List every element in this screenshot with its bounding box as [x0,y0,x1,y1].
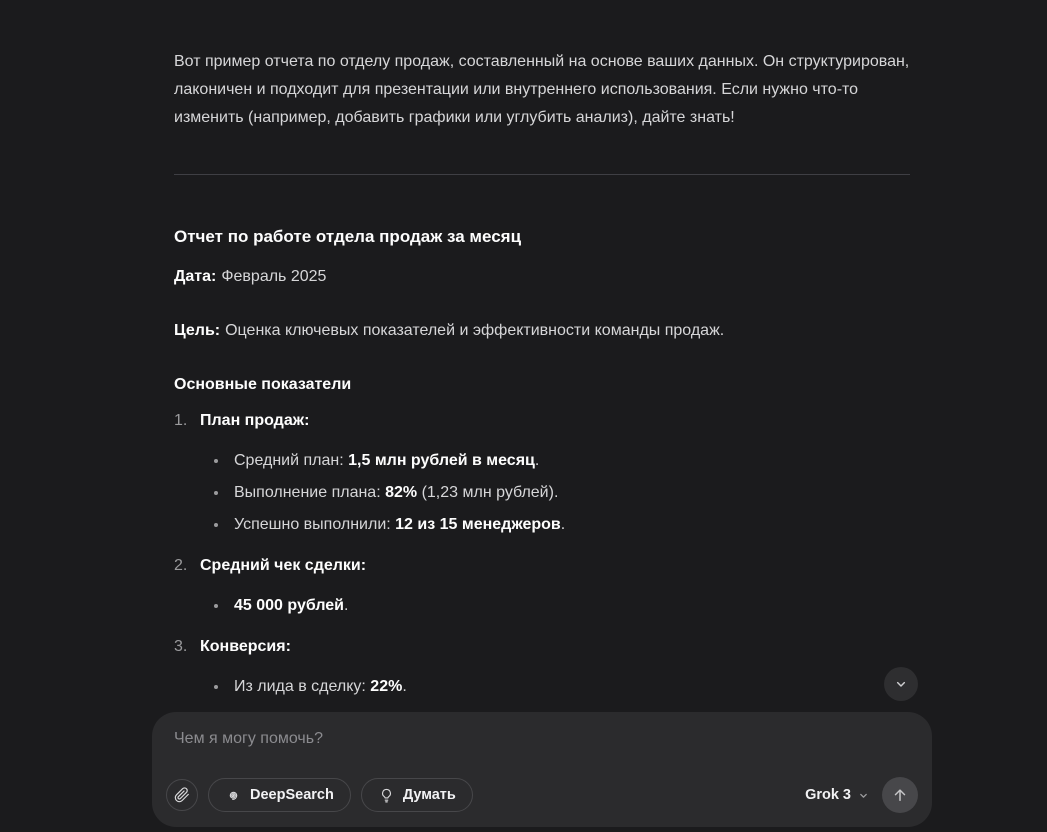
bullet-item: Средний план: 1,5 млн рублей в месяц. [200,447,910,475]
bullet-dot-icon [214,604,218,608]
model-selector[interactable] [805,787,870,803]
list-item-label: Конверсия: [200,638,291,655]
spiral-icon [225,787,242,804]
send-button[interactable] [882,777,918,813]
list-item [174,552,910,633]
list-number: 3. [174,638,188,655]
bullet-dot-icon [214,459,218,463]
key-metrics-list [174,407,910,714]
model-label: Grok 3 [805,787,851,803]
lightbulb-icon [378,787,395,804]
chevron-down-icon [893,676,909,692]
list-number: 2. [174,557,188,574]
date-value: Февраль 2025 [221,268,327,285]
report-title: Отчет по работе отдела продаж за месяц [174,227,522,246]
goal-value: Оценка ключевых показателей и эффективности команды продаж. [225,322,725,339]
deepsearch-label: DeepSearch [250,787,334,803]
bullet-dot-icon [214,685,218,689]
date-label: Дата: [174,268,217,285]
attach-file-button[interactable] [166,779,198,811]
report-date-line [174,263,910,291]
list-item-label: План продаж: [200,412,310,429]
chevron-down-icon [857,789,870,802]
list-item-label: Средний чек сделки: [200,557,367,574]
bullet-item: Выполнение плана: 82% (1,23 млн рублей). [200,479,910,507]
list-item [174,407,910,552]
bullet-item: Из лида в сделку: 22%. [200,673,910,701]
section-divider [174,174,910,175]
list-item [174,633,910,714]
intro-paragraph: Вот пример отчета по отделу продаж, составленный на основе ваших данных. Он структурирован, лаконичен и подходит для презентации или внутреннего использования. Если нужно что-то изменить (например, добавить графики или углубить анализ), дайте знать! [174,53,910,126]
sub-bullet-list [200,592,910,620]
assistant-message [174,48,910,714]
list-number: 1. [174,412,188,429]
sub-bullet-list [200,673,910,701]
sub-bullet-list [200,447,910,539]
composer [152,712,932,827]
section-heading: Основные показатели [174,376,352,393]
deepsearch-button[interactable] [208,778,351,812]
arrow-up-icon [891,786,909,804]
scroll-to-bottom-button[interactable] [884,667,918,701]
bullet-dot-icon [214,491,218,495]
think-button[interactable] [361,778,473,812]
bullet-dot-icon [214,523,218,527]
paperclip-icon [174,787,190,803]
think-label: Думать [402,787,456,803]
bullet-item: Успешно выполнили: 12 из 15 менеджеров. [200,511,910,539]
report-goal-line [174,317,910,345]
bullet-item: 45 000 рублей. [200,592,910,620]
message-input[interactable] [174,730,910,770]
goal-label: Цель: [174,322,221,339]
